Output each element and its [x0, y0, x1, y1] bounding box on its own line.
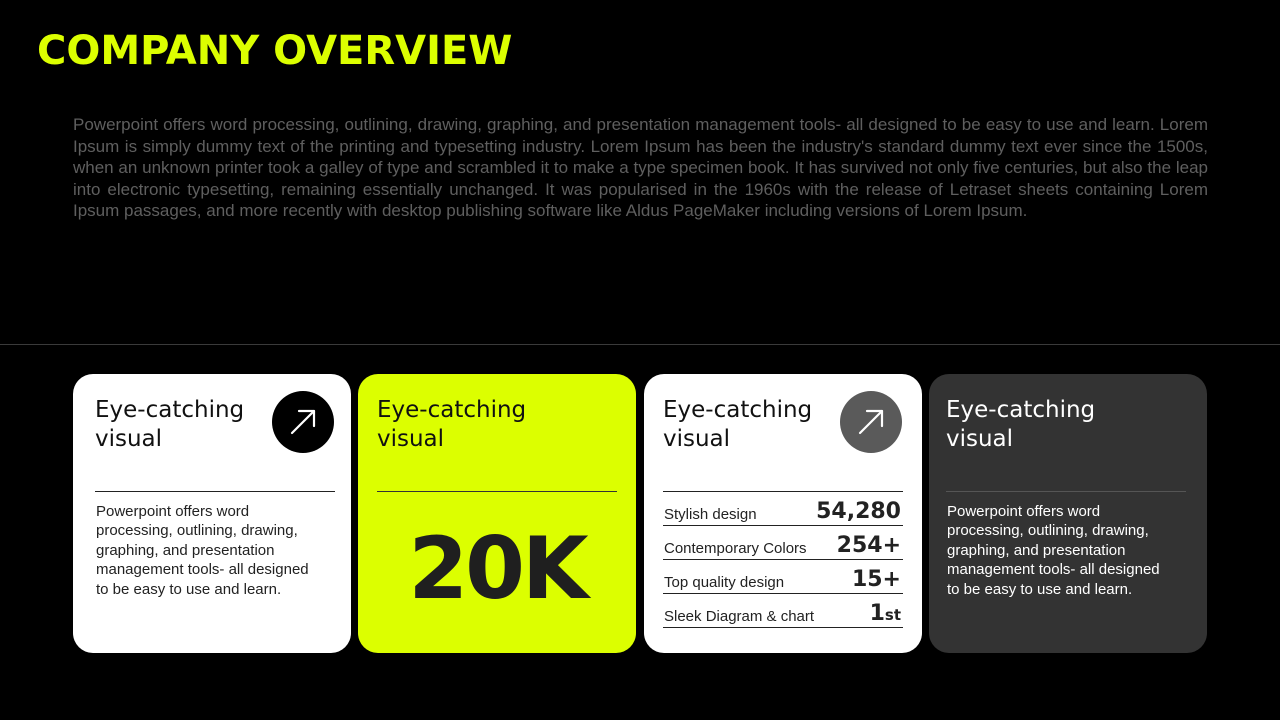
stat-value: 15+: [851, 567, 901, 592]
card-title: Eye-catching visual: [95, 397, 245, 452]
stat-label: Top quality design: [664, 574, 785, 591]
page-title: COMPANY OVERVIEW: [37, 28, 513, 74]
card-title: Eye-catching visual: [377, 397, 527, 452]
stat-label: Sleek Diagram & chart: [664, 608, 815, 625]
stat-label: Contemporary Colors: [664, 540, 807, 557]
stat-value: 254+: [836, 533, 901, 558]
stats-list: [663, 491, 903, 628]
card-divider: [946, 491, 1186, 492]
stat-label: Stylish design: [664, 506, 757, 523]
stat-row: [663, 492, 903, 526]
stat-row: [663, 560, 903, 594]
big-stat-value: 20K: [408, 519, 586, 619]
section-divider: [0, 344, 1280, 345]
card-divider: [95, 491, 335, 492]
stat-row: [663, 594, 903, 628]
card-body: Powerpoint offers word processing, outlining, drawing, graphing, and presentation management tools- all designed to be easy to use and learn.: [96, 503, 309, 598]
feature-card-1: [73, 374, 351, 653]
arrow-up-right-icon[interactable]: [840, 391, 902, 453]
stat-value: 54,280: [816, 499, 901, 524]
card-title: Eye-catching visual: [663, 397, 813, 452]
feature-card-4: [929, 374, 1207, 653]
arrow-up-right-icon[interactable]: [272, 391, 334, 453]
card-divider: [377, 491, 617, 492]
stat-row: [663, 526, 903, 560]
card-title: Eye-catching visual: [946, 397, 1096, 452]
feature-card-2: [358, 374, 636, 653]
feature-card-3: [644, 374, 922, 653]
stat-value: 1st: [869, 601, 901, 626]
intro-paragraph: Powerpoint offers word processing, outlining, drawing, graphing, and presentation management tools- all designed to be easy to use and learn. Lorem Ipsum is simply dummy text of the printing and typesetting industry. Lorem Ipsum has been the industry's standard dummy text ever since the 1500s, when an unknown printer took a galley of type and scrambled it to make a type specimen book. It has survived not only five centuries, but also the leap into electronic typesetting, remaining essentially unchanged. It was popularised in the 1960s with the release of Letraset sheets containing Lorem Ipsum passages, and more recently with desktop publishing software like Aldus PageMaker including versions of Lorem Ipsum.: [73, 115, 1208, 220]
card-body: Powerpoint offers word processing, outlining, drawing, graphing, and presentation management tools- all designed to be easy to use and learn.: [947, 503, 1160, 598]
